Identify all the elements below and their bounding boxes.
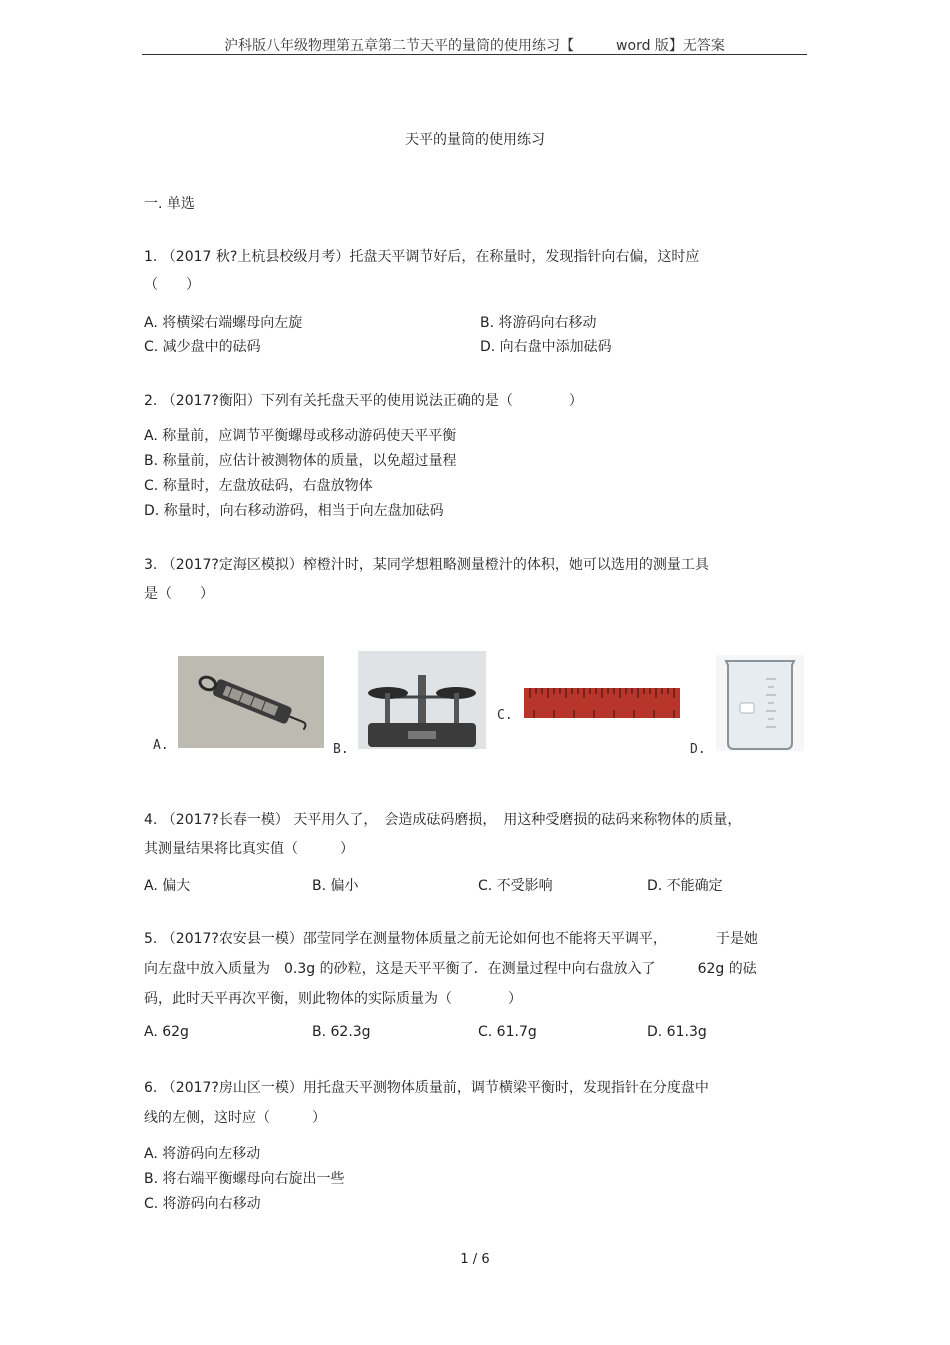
question-5-option-a: A. 62g <box>144 1024 189 1040</box>
spring-scale-image <box>178 656 324 748</box>
question-1-line-2: （ ） <box>144 277 200 293</box>
image-label-d: D. <box>690 742 706 757</box>
question-6-option-b: B. 将右端平衡螺母向右旋出一些 <box>144 1171 345 1187</box>
beaker-icon <box>716 655 804 751</box>
question-1-option-b: B. 将游码向右移动 <box>480 315 597 331</box>
image-label-c: C. <box>497 708 513 723</box>
question-5-line-3: 码，此时天平再次平衡，则此物体的实际质量为（ ） <box>144 991 522 1007</box>
question-4-line-1: 4. （2017?长春一模） 天平用久了， 会造成砝码磨损， 用这种受磨损的砝码来称物体的质量， <box>144 812 742 828</box>
spring-scale-icon <box>178 656 324 748</box>
ruler-image <box>524 688 680 718</box>
question-5-line-2: 向左盘中放入质量为 0.3g 的砂粒，这是天平平衡了．在测量过程中向右盘放入了 62g 的砝 <box>144 961 757 977</box>
question-2-option-d: D. 称量时，向右移动游码，相当于向左盘加砝码 <box>144 503 444 519</box>
question-4-option-b: B. 偏小 <box>312 878 359 894</box>
question-1-option-c: C. 减少盘中的砝码 <box>144 339 261 355</box>
question-5-option-d: D. 61.3g <box>647 1024 707 1040</box>
question-6-option-c: C. 将游码向右移动 <box>144 1196 261 1212</box>
question-5-option-b: B. 62.3g <box>312 1024 371 1040</box>
section-heading: 一. 单选 <box>144 196 195 212</box>
image-label-b: B. <box>333 742 349 757</box>
question-5-line-1: 5. （2017?农安县一模）邵莹同学在测量物体质量之前无论如何也不能将天平调平， 于是她 <box>144 931 758 947</box>
question-1-option-d: D. 向右盘中添加砝码 <box>480 339 612 355</box>
question-3-line-1: 3. （2017?定海区模拟）榨橙汁时，某同学想粗略测量橙汁的体积，她可以选用的测量工具 <box>144 557 709 573</box>
page-number: 1 / 6 <box>460 1252 490 1267</box>
question-2-option-c: C. 称量时，左盘放砝码，右盘放物体 <box>144 478 373 494</box>
question-4-option-a: A. 偏大 <box>144 878 191 894</box>
document-title: 天平的量筒的使用练习 <box>405 132 545 148</box>
image-label-a: A. <box>153 738 169 753</box>
question-4-option-d: D. 不能确定 <box>647 878 723 894</box>
question-2-line-1: 2. （2017?衡阳）下列有关托盘天平的使用说法正确的是（ ） <box>144 393 583 409</box>
tray-balance-image <box>358 651 486 749</box>
question-5-option-c: C. 61.7g <box>478 1024 537 1040</box>
question-3-line-2: 是（ ） <box>144 586 214 602</box>
question-6-option-a: A. 将游码向左移动 <box>144 1146 261 1162</box>
question-4-option-c: C. 不受影响 <box>478 878 553 894</box>
question-6-line-2: 线的左侧，这时应（ ） <box>144 1110 326 1126</box>
balance-icon <box>358 651 486 749</box>
header-rule <box>142 54 807 55</box>
question-2-option-b: B. 称量前，应估计被测物体的质量，以免超过量程 <box>144 453 457 469</box>
question-6-line-1: 6. （2017?房山区一模）用托盘天平测物体质量前，调节横梁平衡时，发现指针在分度盘中 <box>144 1080 709 1096</box>
ruler-icon <box>524 688 680 718</box>
question-4-line-2: 其测量结果将比真实值（ ） <box>144 841 354 857</box>
question-1-option-a: A. 将横梁右端螺母向左旋 <box>144 315 303 331</box>
beaker-image <box>716 655 804 751</box>
question-1-line-1: 1. （2017 秋?上杭县校级月考）托盘天平调节好后，在称量时，发现指针向右偏，这时应 <box>144 249 700 265</box>
question-2-option-a: A. 称量前，应调节平衡螺母或移动游码使天平平衡 <box>144 428 457 444</box>
page-header: 沪科版八年级物理第五章第二节天平的量筒的使用练习【 word 版】无答案 <box>224 38 725 54</box>
